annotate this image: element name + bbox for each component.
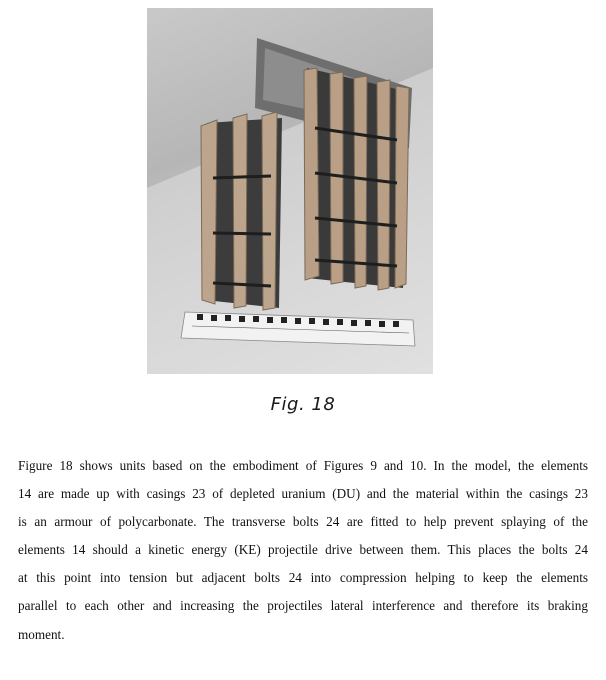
- figure-caption: Fig. 18: [270, 394, 336, 415]
- paragraph-line: moment.: [18, 626, 65, 642]
- paragraph-line: at this point into tension but adjacent bolts 24 into compression helping to keep the elements: [18, 570, 588, 586]
- armour-elements-photo-icon: [147, 8, 433, 374]
- paragraph-line: parallel to each other and increasing the projectiles lateral interference and therefore its braking: [18, 598, 588, 614]
- figure-description-paragraph: [18, 452, 588, 649]
- paragraph-line: 14 are made up with casings 23 of depleted uranium (DU) and the material within the casings 23: [18, 486, 588, 502]
- paragraph-line: elements 14 should a kinetic energy (KE) projectile drive between them. This places the bolts 24: [18, 542, 588, 558]
- figure-photo: [147, 8, 433, 374]
- paragraph-line: is an armour of polycarbonate. The transverse bolts 24 are fitted to help prevent splaying of the: [18, 514, 588, 530]
- paragraph-line: Figure 18 shows units based on the embodiment of Figures 9 and 10. In the model, the elements: [18, 458, 588, 473]
